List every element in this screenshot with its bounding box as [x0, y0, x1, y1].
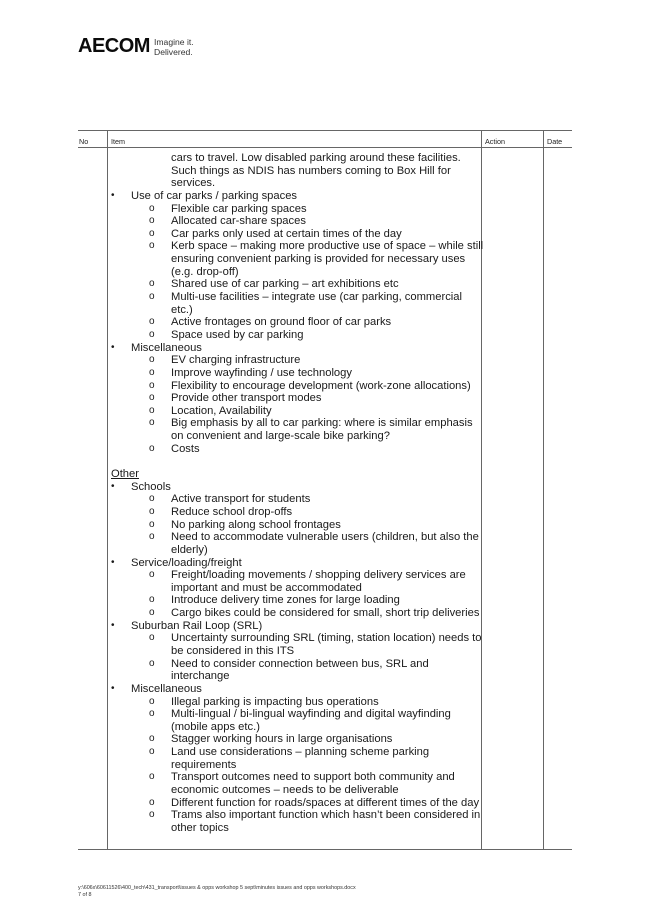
- sub-bullet-item: [109, 493, 479, 506]
- line-text: Space used by car parking: [171, 328, 304, 341]
- line-text: Multi-use facilities – integrate use (car parking, commercial: [171, 291, 462, 304]
- line-text: Other: [111, 468, 139, 481]
- circle-bullet-icon: o: [149, 505, 155, 517]
- line-text: Flexibility to encourage development (work-zone allocations): [171, 379, 471, 392]
- line-text: Flexible car parking spaces: [171, 202, 307, 215]
- line-text: Reduce school drop-offs: [171, 505, 293, 518]
- line-text: No parking along school frontages: [171, 518, 341, 531]
- circle-bullet-icon: o: [149, 518, 155, 530]
- bullet-item: [109, 481, 479, 494]
- line-text: Introduce delivery time zones for large loading: [171, 594, 400, 607]
- line-text: Need to accommodate vulnerable users (children, but also the: [171, 531, 479, 544]
- column-header-date: Date: [547, 137, 563, 146]
- sub-bullet-item: [109, 215, 479, 228]
- sub-bullet-item: [109, 797, 479, 810]
- circle-bullet-icon: o: [149, 632, 155, 644]
- circle-bullet-icon: o: [149, 708, 155, 720]
- footer-file-path: y:\606x\60611526\400_tech\431_transport\issues & opps workshop 5 sept\minutes issues and opps workshops.docx: [78, 885, 356, 891]
- circle-bullet-icon: o: [149, 354, 155, 366]
- line-text: economic outcomes – needs to be deliverable: [171, 784, 399, 797]
- column-divider-no: [107, 130, 108, 850]
- sub-bullet-item: [109, 240, 484, 253]
- continuation-line: [109, 544, 479, 557]
- footer-page-number: 7 of 8: [78, 892, 92, 898]
- line-text: Cargo bikes could be considered for small, short trip deliveries: [171, 607, 480, 620]
- sub-bullet-item: [109, 443, 479, 456]
- continuation-line: [109, 253, 479, 266]
- line-text: Stagger working hours in large organisations: [171, 733, 393, 746]
- line-text: EV charging infrastructure: [171, 354, 301, 367]
- circle-bullet-icon: o: [149, 657, 155, 669]
- bullet-icon: •: [111, 556, 115, 568]
- sub-bullet-item: [109, 278, 479, 291]
- continuation-line: [109, 430, 479, 443]
- circle-bullet-icon: o: [149, 328, 155, 340]
- circle-bullet-icon: o: [149, 202, 155, 214]
- line-text: Shared use of car parking – art exhibitions etc: [171, 278, 399, 291]
- line-text: Transport outcomes need to support both community and: [171, 771, 455, 784]
- continuation-line: [109, 721, 479, 734]
- line-text: Different function for roads/spaces at different times of the day: [171, 796, 480, 809]
- bullet-icon: •: [111, 189, 115, 201]
- continuation-line: [109, 759, 479, 772]
- line-text: important and must be accommodated: [171, 581, 362, 594]
- circle-bullet-icon: o: [149, 695, 155, 707]
- table-top-border: [78, 130, 572, 131]
- line-text: Improve wayfinding / use technology: [171, 366, 352, 379]
- bullet-item: [109, 342, 479, 355]
- circle-bullet-icon: o: [149, 392, 155, 404]
- blank-line: [109, 455, 479, 468]
- sub-bullet-item: [109, 380, 479, 393]
- column-header-action: Action: [485, 137, 505, 146]
- line-text: Active frontages on ground floor of car parks: [171, 316, 392, 329]
- circle-bullet-icon: o: [149, 404, 155, 416]
- circle-bullet-icon: o: [149, 607, 155, 619]
- circle-bullet-icon: o: [149, 569, 155, 581]
- line-text: Land use considerations – planning scheme parking: [171, 746, 430, 759]
- sub-bullet-item: [109, 658, 479, 671]
- bullet-icon: •: [111, 619, 115, 631]
- circle-bullet-icon: o: [149, 809, 155, 821]
- line-text: (mobile apps etc.): [171, 720, 260, 733]
- circle-bullet-icon: o: [149, 594, 155, 606]
- column-header-no: No: [79, 137, 89, 146]
- sub-bullet-item: [109, 632, 482, 645]
- line-text: ensuring convenient parking is provided for necessary uses: [171, 253, 466, 266]
- line-text: Such things as NDIS has numbers coming to Box Hill for: [171, 164, 451, 177]
- line-text: on convenient and large-scale bike parking?: [171, 430, 390, 443]
- line-text: Costs: [171, 442, 200, 455]
- continuation-line: [109, 177, 479, 190]
- line-text: Suburban Rail Loop (SRL): [131, 619, 263, 632]
- line-text: interchange: [171, 670, 230, 683]
- logo-tagline: Imagine it. Delivered.: [154, 37, 194, 57]
- sub-bullet-item: [109, 203, 479, 216]
- line-text: elderly): [171, 543, 208, 556]
- line-text: Service/loading/freight: [131, 556, 242, 569]
- sub-bullet-item: [109, 519, 479, 532]
- bullet-icon: •: [111, 480, 115, 492]
- sub-bullet-item: [109, 696, 479, 709]
- line-text: Miscellaneous: [131, 682, 202, 695]
- sub-bullet-item: [109, 746, 479, 759]
- line-text: Big emphasis by all to car parking: where is similar emphasis: [171, 417, 473, 430]
- line-text: Location, Availability: [171, 404, 272, 417]
- line-text: Trams also important function which hasn’t been considered in: [171, 809, 481, 822]
- circle-bullet-icon: o: [149, 417, 155, 429]
- line-text: cars to travel. Low disabled parking around these facilities.: [171, 152, 461, 164]
- line-text: Illegal parking is impacting bus operations: [171, 695, 379, 708]
- line-text: etc.): [171, 303, 193, 316]
- circle-bullet-icon: o: [149, 215, 155, 227]
- line-text: services.: [171, 177, 216, 190]
- continuation-line: [109, 304, 479, 317]
- line-text: Uncertainty surrounding SRL (timing, station location) needs to: [171, 632, 482, 645]
- circle-bullet-icon: o: [149, 796, 155, 808]
- circle-bullet-icon: o: [149, 733, 155, 745]
- continuation-line: [109, 822, 479, 835]
- sub-bullet-item: [109, 228, 479, 241]
- sub-bullet-item: [109, 405, 479, 418]
- circle-bullet-icon: o: [149, 291, 155, 303]
- sub-bullet-item: [109, 708, 479, 721]
- sub-bullet-item: [109, 367, 479, 380]
- sub-bullet-item: [109, 733, 479, 746]
- line-text: Multi-lingual / bi-lingual wayfinding and digital wayfinding: [171, 708, 451, 721]
- sub-bullet-item: [109, 354, 479, 367]
- circle-bullet-icon: o: [149, 746, 155, 758]
- column-divider-item: [481, 130, 482, 850]
- sub-bullet-item: [109, 329, 479, 342]
- continuation-line: [109, 784, 479, 797]
- line-text: Active transport for students: [171, 493, 311, 506]
- circle-bullet-icon: o: [149, 366, 155, 378]
- bullet-item: [109, 683, 479, 696]
- line-text: Provide other transport modes: [171, 392, 322, 405]
- line-text: Need to consider connection between bus, SRL and: [171, 657, 429, 670]
- line-text: Use of car parks / parking spaces: [131, 189, 298, 202]
- continuation-line: [109, 670, 479, 683]
- sub-bullet-item: [109, 607, 479, 620]
- continuation-line: [109, 582, 479, 595]
- circle-bullet-icon: o: [149, 278, 155, 290]
- sub-bullet-item: [109, 569, 479, 582]
- table-bottom-border: [78, 849, 572, 850]
- document-footer: [78, 885, 356, 899]
- logo-wordmark: AECOM: [78, 35, 150, 57]
- line-text: (e.g. drop-off): [171, 265, 239, 278]
- sub-bullet-item: [109, 316, 479, 329]
- line-text: other topics: [171, 821, 229, 834]
- item-content: [109, 152, 484, 835]
- column-header-item: Item: [111, 137, 125, 146]
- section-heading: [109, 468, 479, 481]
- circle-bullet-icon: o: [149, 316, 155, 328]
- sub-bullet-item: [109, 771, 479, 784]
- table-header-border: [78, 147, 572, 148]
- sub-bullet-item: [109, 506, 479, 519]
- sub-bullet-item: [109, 809, 479, 822]
- line-text: be considered in this ITS: [171, 644, 295, 657]
- line-text: Car parks only used at certain times of the day: [171, 227, 402, 240]
- bullet-icon: •: [111, 341, 115, 353]
- circle-bullet-icon: o: [149, 531, 155, 543]
- sub-bullet-item: [109, 531, 479, 544]
- sub-bullet-item: [109, 417, 479, 430]
- bullet-item: [109, 190, 479, 203]
- line-text: Freight/loading movements / shopping delivery services are: [171, 569, 466, 582]
- line-text: Kerb space – making more productive use of space – while still: [171, 240, 484, 253]
- continuation-line: [109, 645, 479, 658]
- sub-bullet-item: [109, 594, 479, 607]
- circle-bullet-icon: o: [149, 771, 155, 783]
- line-text: requirements: [171, 758, 237, 771]
- sub-bullet-item: [109, 291, 479, 304]
- continuation-line: [109, 266, 479, 279]
- column-divider-action: [543, 130, 544, 850]
- bullet-item: [109, 557, 479, 570]
- continuation-line: [109, 165, 479, 178]
- sub-bullet-item: [109, 392, 479, 405]
- circle-bullet-icon: o: [149, 227, 155, 239]
- continuation-line: [109, 152, 479, 165]
- line-text: Miscellaneous: [131, 341, 202, 354]
- circle-bullet-icon: o: [149, 442, 155, 454]
- line-text: Allocated car-share spaces: [171, 215, 306, 228]
- line-text: Schools: [131, 480, 171, 493]
- bullet-item: [109, 620, 479, 633]
- circle-bullet-icon: o: [149, 240, 155, 252]
- circle-bullet-icon: o: [149, 493, 155, 505]
- circle-bullet-icon: o: [149, 379, 155, 391]
- bullet-icon: •: [111, 682, 115, 694]
